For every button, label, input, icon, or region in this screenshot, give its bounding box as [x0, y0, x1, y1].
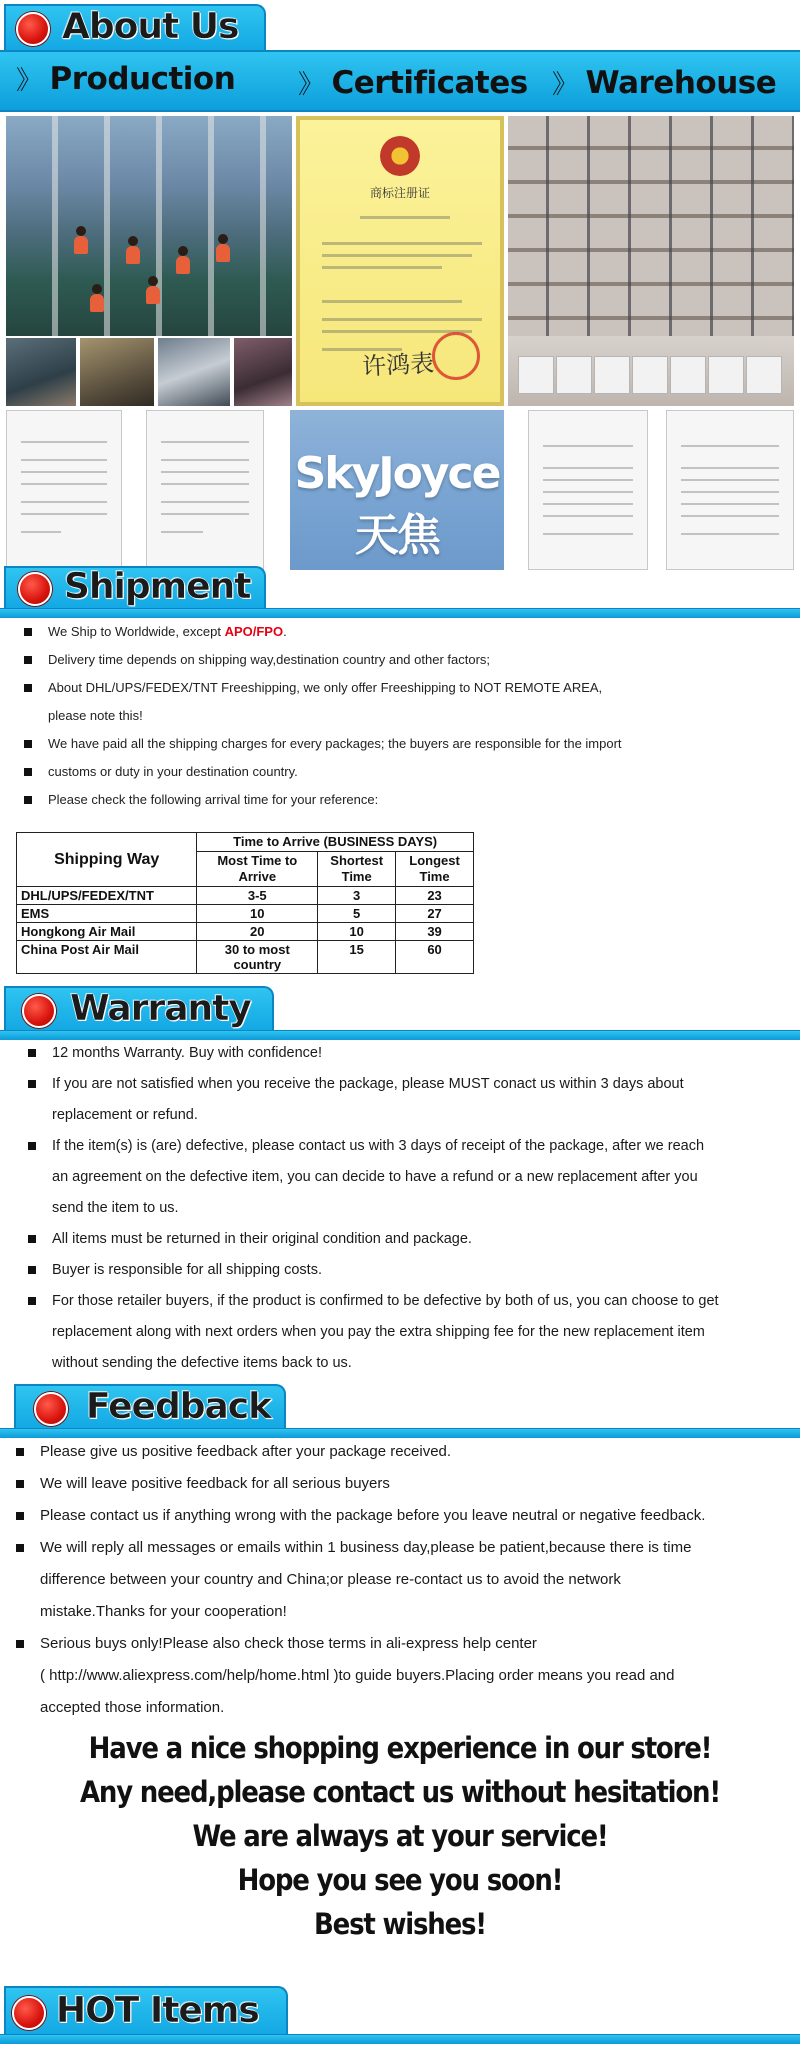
feedback-list — [14, 1436, 798, 1724]
shipment-list — [22, 618, 782, 814]
chevron-icon: 》 — [552, 70, 578, 100]
ce-declaration-document — [528, 410, 648, 570]
red-dot-icon — [22, 994, 56, 1028]
list-item: We will reply all messages or emails within 1 business day,please be patient,because there is time — [14, 1532, 798, 1564]
certificate-of-compliance-2 — [146, 410, 264, 570]
list-item: We Ship to Worldwide, except APO/FPO. — [22, 618, 782, 646]
production-thumbnail-3 — [158, 338, 230, 406]
warehouse-photo — [508, 116, 794, 406]
red-dot-icon — [34, 1392, 68, 1426]
list-item: ( http://www.aliexpress.com/help/home.html )to guide buyers.Placing order means you read and — [40, 1667, 675, 1684]
list-item: 12 months Warranty. Buy with confidence! — [26, 1038, 796, 1069]
red-dot-icon — [16, 12, 50, 46]
red-dot-icon — [18, 572, 52, 606]
list-item: Delivery time depends on shipping way,destination country and other factors; — [22, 646, 782, 674]
list-item: Please check the following arrival time for your reference: — [22, 786, 782, 814]
table-row: Hongkong Air Mail 20 10 39 — [17, 923, 474, 941]
certificate-signature: 许鸿表 — [361, 349, 435, 381]
closing-line-4: Hope you see you soon! — [237, 1864, 563, 1898]
national-emblem-icon — [380, 136, 420, 176]
list-item: We have paid all the shipping charges for every packages; the buyers are responsible for the import — [22, 730, 782, 758]
warranty-banner — [0, 986, 800, 1040]
list-item: If the item(s) is (are) defective, please contact us with 3 days of receipt of the package, after we reach — [26, 1131, 796, 1162]
col-most-time: Most Time to Arrive — [197, 852, 318, 887]
col-shortest-time: Shortest Time — [318, 852, 396, 887]
about-labels-strip — [0, 50, 800, 112]
list-item: Buyer is responsible for all shipping costs. — [26, 1255, 796, 1286]
about-us-banner — [0, 4, 800, 52]
about-us-title: About Us — [62, 6, 239, 47]
list-item: replacement or refund. — [52, 1107, 198, 1123]
warehouse-label: 》 Warehouse — [552, 65, 777, 101]
production-factory-photo — [6, 116, 292, 336]
hot-items-title: HOT Items — [56, 1990, 259, 2031]
warranty-list — [26, 1038, 796, 1379]
list-item: please note this! — [48, 708, 143, 723]
red-dot-icon — [12, 1996, 46, 2030]
list-item: mistake.Thanks for your cooperation! — [40, 1603, 287, 1620]
table-row: China Post Air Mail 30 to most country 15 60 — [17, 941, 474, 974]
list-item: difference between your country and China;or please re-contact us to avoid the network — [40, 1571, 621, 1588]
col-longest-time: Longest Time — [396, 852, 474, 887]
list-item: send the item to us. — [52, 1200, 179, 1216]
production-thumbnail-4 — [234, 338, 292, 406]
list-item: We will leave positive feedback for all serious buyers — [14, 1468, 798, 1500]
test-report-document — [666, 410, 794, 570]
shipment-banner — [0, 566, 800, 618]
shipping-time-table — [16, 832, 474, 974]
chevron-icon: 》 — [298, 70, 324, 100]
table-row: DHL/UPS/FEDEX/TNT 3-5 3 23 — [17, 887, 474, 905]
warranty-title: Warranty — [70, 988, 251, 1029]
feedback-title: Feedback — [86, 1386, 272, 1427]
list-item: Please give us positive feedback after your package received. — [14, 1436, 798, 1468]
red-stamp-icon — [432, 332, 480, 380]
table-row: EMS 10 5 27 — [17, 905, 474, 923]
production-label: 》 Production — [16, 61, 236, 97]
production-thumbnail-1 — [6, 338, 76, 406]
trademark-certificate-photo — [296, 116, 504, 406]
list-item: accepted those information. — [40, 1699, 225, 1716]
closing-line-5: Best wishes! — [314, 1908, 486, 1942]
certificate-heading: 商标注册证 — [369, 186, 430, 200]
list-item: replacement along with next orders when you pay the extra shipping fee for the new replacement item — [52, 1324, 705, 1340]
shipment-title: Shipment — [64, 566, 251, 607]
hot-items-banner — [0, 1986, 800, 2046]
list-item: an agreement on the defective item, you can decide to have a refund or a new replacement after you — [52, 1169, 698, 1185]
list-item: About DHL/UPS/FEDEX/TNT Freeshipping, we only offer Freeshipping to NOT REMOTE AREA, — [22, 674, 782, 702]
chevron-icon: 》 — [16, 66, 42, 96]
skyjoyce-brand-logo: SkyJoyce天焦 — [290, 410, 504, 570]
list-item: customs or duty in your destination country. — [22, 758, 782, 786]
closing-line-2: Any need,please contact us without hesitation! — [79, 1776, 721, 1810]
certificate-of-compliance-1 — [6, 410, 122, 570]
certificates-label: 》 Certificates — [298, 65, 528, 101]
list-item: Please contact us if anything wrong with the package before you leave neutral or negative feedback. — [14, 1500, 798, 1532]
closing-line-3: We are always at your service! — [192, 1820, 608, 1854]
feedback-banner — [0, 1384, 800, 1438]
production-thumbnail-2 — [80, 338, 154, 406]
list-item: All items must be returned in their original condition and package. — [26, 1224, 796, 1255]
closing-line-1: Have a nice shopping experience in our store! — [88, 1732, 712, 1766]
list-item: Serious buys only!Please also check those terms in ali-express help center — [14, 1628, 798, 1660]
list-item: If you are not satisfied when you receive the package, please MUST conact us within 3 days about — [26, 1069, 796, 1100]
list-item: For those retailer buyers, if the product is confirmed to be defective by both of us, you can choose to get — [26, 1286, 796, 1317]
col-shipping-way: Shipping Way — [17, 833, 197, 887]
list-item: without sending the defective items back to us. — [52, 1355, 352, 1371]
col-time-to-arrive: Time to Arrive (BUSINESS DAYS) — [197, 833, 474, 852]
